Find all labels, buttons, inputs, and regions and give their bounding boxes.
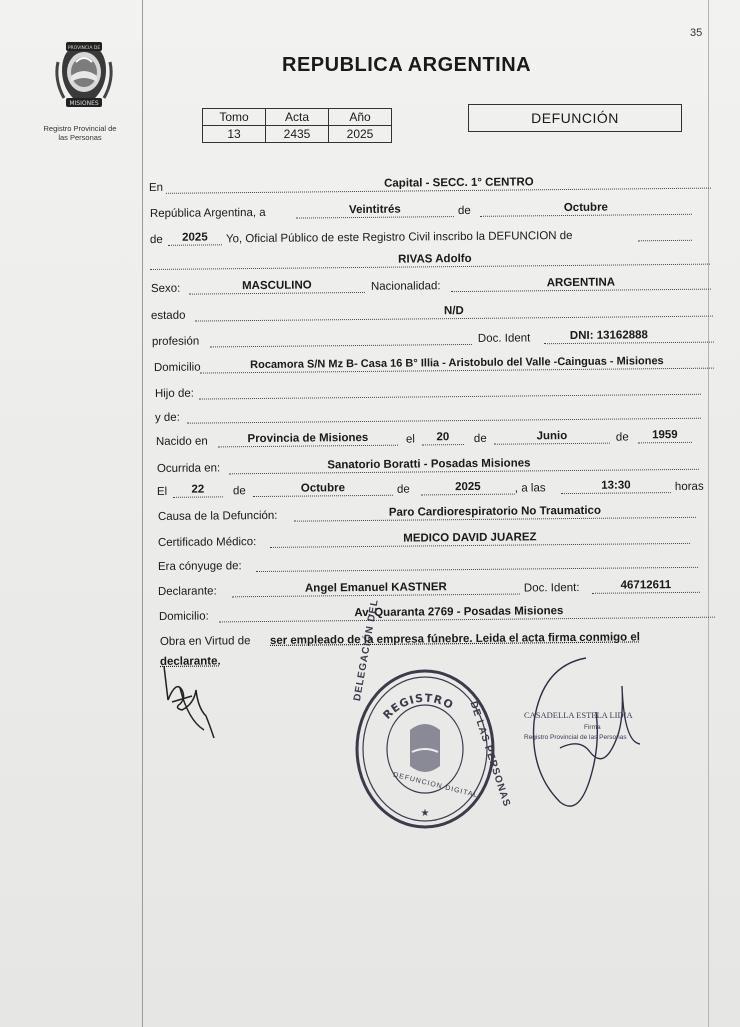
de-label: de: [149, 233, 163, 247]
left-margin-line: [142, 0, 143, 1027]
svg-text:★: ★: [420, 808, 430, 819]
sexo-value: MASCULINO: [242, 279, 312, 293]
birth-month-value: Junio: [536, 430, 568, 443]
document-type-box: DEFUNCIÓN: [468, 104, 682, 132]
tomo-header: Tomo: [203, 109, 266, 126]
doc-ident-value: DNI: 13162888: [569, 329, 648, 342]
death-month-value: Octubre: [300, 482, 345, 495]
page-title: REPUBLICA ARGENTINA: [282, 54, 532, 76]
en-label: En: [148, 181, 164, 195]
horas-label: horas: [674, 480, 704, 494]
certificado-value: MEDICO DAVID JUAREZ: [403, 531, 537, 545]
registry-name: [30, 124, 130, 142]
line-obra: [160, 623, 716, 650]
a-las-label: , a las: [514, 482, 546, 495]
line-hijo-de: [155, 375, 701, 402]
line-name: [150, 245, 710, 272]
estado-label: estado: [150, 309, 186, 323]
line-nacido: [156, 423, 692, 450]
stamp-right-text: DE LAS PERSONAS: [467, 700, 513, 809]
svg-text:PROVINCIA DE: PROVINCIA DE: [67, 46, 101, 51]
dotted-line: [561, 492, 671, 494]
line-causa: [158, 498, 696, 525]
page-number: 35: [690, 27, 703, 39]
official-name: CASADELLA ESTELA LIDIA: [524, 710, 633, 720]
death-time-value: 13:30: [601, 479, 631, 492]
day-text-value: Veintitrés: [348, 203, 401, 217]
line-profesion: [152, 323, 714, 350]
el-label: el: [405, 433, 415, 446]
stamp-bottom-text: DEFUNCION DIGITAL: [392, 771, 479, 800]
domicilio-value: Rocamora S/N Mz B- Casa 16 B° Illia - Aristobulo del Valle -Cainguas - Misiones: [250, 355, 664, 372]
de-label: de: [473, 432, 487, 445]
dotted-line: [544, 342, 714, 345]
republica-label: República Argentina, a: [149, 206, 266, 221]
dotted-line: [173, 496, 223, 497]
certificado-label: Certificado Médico:: [157, 536, 257, 550]
dotted-line: [421, 494, 515, 496]
nacionalidad-value: ARGENTINA: [546, 276, 616, 290]
stamp-left-text: DELEGACIÓN DEL: [352, 598, 381, 702]
province-crest-logo: [52, 40, 116, 112]
line-certificado: [158, 524, 690, 551]
declarante-value: Angel Emanuel KASTNER: [304, 581, 447, 595]
dotted-line: [638, 240, 692, 242]
death-day-value: 22: [191, 483, 205, 496]
tomo-value: 13: [203, 126, 266, 143]
official-role-line2: Registro Provincial de las Personas: [524, 734, 627, 741]
line-fecha-defuncion: [157, 473, 705, 500]
estado-value: N/D: [443, 304, 464, 318]
birth-year-value: 1959: [652, 428, 678, 442]
svg-text:MISIONES: MISIONES: [69, 100, 99, 107]
registry-name-line2: las Personas: [58, 133, 102, 142]
ocurrida-label: Ocurrida en:: [156, 462, 221, 476]
line-declarante: [158, 573, 700, 600]
line-domicilio: [154, 349, 714, 376]
declarante-doc-value: 46712611: [620, 579, 672, 592]
dotted-line: [592, 592, 700, 594]
de-label: de: [396, 483, 410, 496]
acta-header: Acta: [266, 109, 329, 126]
dotted-line: [296, 216, 454, 219]
death-year-value: 2025: [455, 480, 481, 494]
stamp-top-text: REGISTRO: [380, 691, 456, 722]
nacionalidad-label: Nacionalidad:: [370, 280, 441, 293]
official-registry-stamp: [352, 666, 498, 832]
obra-label: Obra en Virtud de: [159, 635, 251, 649]
dotted-line: [210, 344, 472, 348]
deceased-name-value: RIVAS Adolfo: [398, 252, 472, 266]
dotted-line: [638, 442, 692, 444]
dotted-line: [253, 495, 393, 497]
dotted-line: [422, 444, 464, 445]
domicilio2-label: Domicilio:: [158, 610, 209, 624]
causa-label: Causa de la Defunción:: [157, 509, 278, 524]
official-role-line1: Firma: [584, 724, 601, 731]
profesion-label: profesión: [151, 335, 200, 349]
birth-place-value: Provincia de Misiones: [247, 431, 369, 446]
domicilio-label: Domicilio: [153, 361, 201, 375]
declarant-signature: [152, 660, 232, 750]
de-label: de: [457, 204, 471, 218]
month-text-value: Octubre: [563, 201, 608, 215]
year-value: 2025: [182, 231, 208, 244]
declarante-label: Declarante:: [157, 585, 217, 599]
registry-name-line1: Registro Provincial de: [43, 124, 117, 133]
line-year: [150, 221, 692, 248]
acta-value: 2435: [266, 126, 329, 143]
de-label: de: [232, 485, 246, 498]
hijo-de-label: Hijo de:: [154, 387, 194, 401]
obra-text-value: ser empleado de la empresa fúnebre. Leida el acta firma conmigo el: [269, 631, 641, 647]
y-de-label: y de:: [154, 411, 180, 425]
line-sexo: [151, 270, 711, 297]
line-en: [149, 169, 711, 196]
line-y-de: [155, 399, 701, 426]
sexo-label: Sexo:: [150, 282, 181, 296]
doc-ident2-label: Doc. Ident:: [523, 581, 580, 595]
death-place-value: Sanatorio Boratti - Posadas Misiones: [327, 457, 531, 472]
line-republica: [150, 195, 692, 222]
line-domicilio-declarante: [159, 598, 715, 625]
obra-text2-value: declarante.: [159, 655, 221, 669]
declarante-domicilio-value: Av. Quaranta 2769 - Posadas Misiones: [354, 605, 564, 620]
dotted-line: [494, 443, 610, 445]
line-conyuge: [158, 548, 698, 575]
oficial-text: Yo, Oficial Público de este Registro Civil inscribo la DEFUNCION de: [225, 229, 573, 246]
ano-value: 2025: [329, 126, 392, 143]
causa-value: Paro Cardiorespiratorio No Traumatico: [388, 504, 602, 519]
book-reference-table: [202, 108, 392, 143]
nacido-en-label: Nacido en: [155, 435, 208, 449]
el-cap-label: El: [156, 485, 168, 499]
place-value: Capital - SECC. 1° CENTRO: [384, 176, 534, 190]
dotted-line: [256, 567, 698, 572]
conyuge-label: Era cónyuge de:: [157, 560, 242, 574]
de-label: de: [615, 431, 629, 444]
ano-header: Año: [329, 109, 392, 126]
line-estado: [151, 297, 713, 324]
dotted-line: [168, 244, 222, 246]
birth-day-value: 20: [436, 431, 450, 444]
doc-ident-label: Doc. Ident: [477, 332, 531, 345]
right-margin-line: [708, 0, 709, 1027]
